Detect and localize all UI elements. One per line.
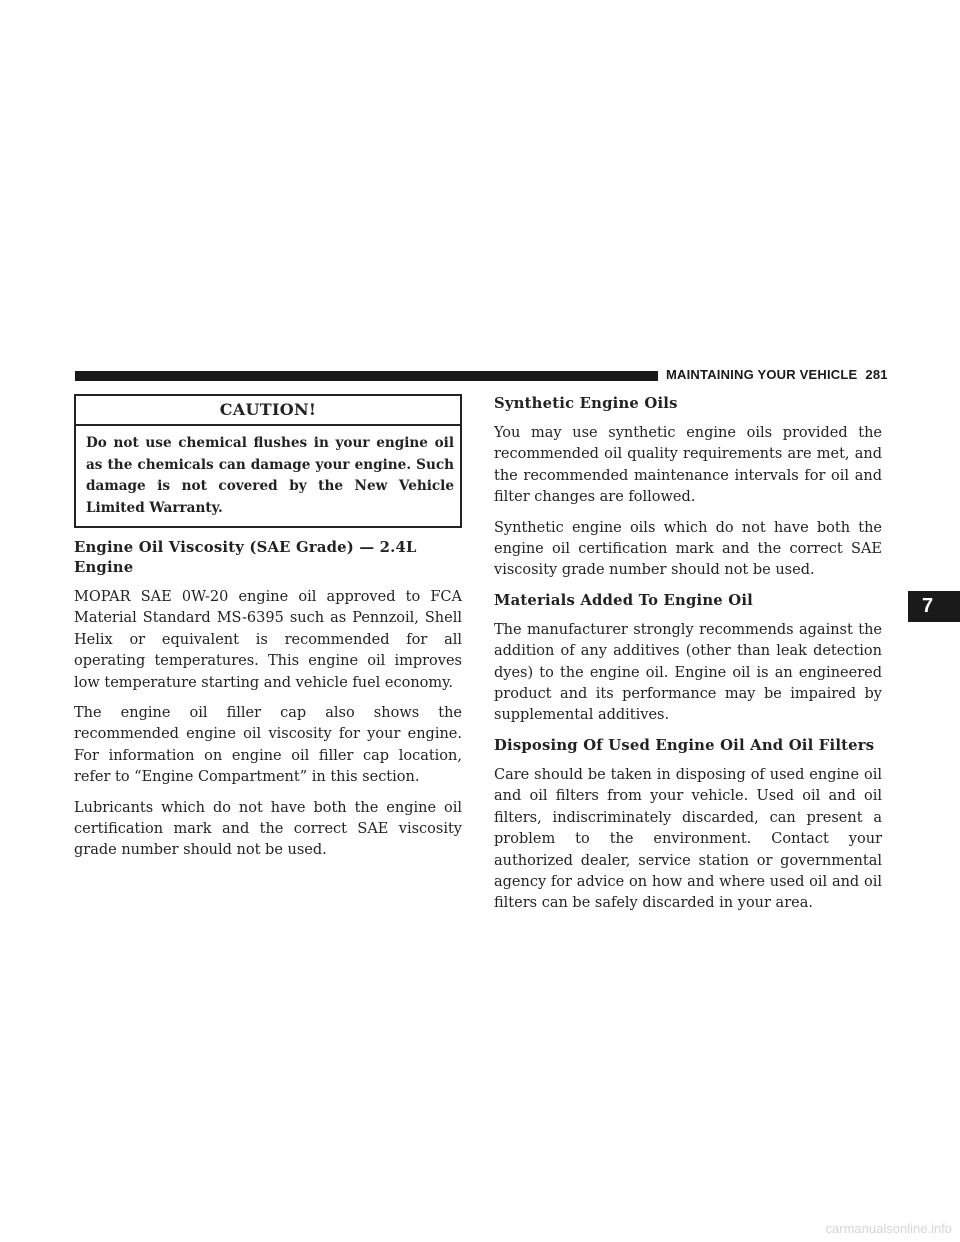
right-column (494, 394, 882, 924)
paragraph: Synthetic engine oils which do not have both the engine oil certification mark and the correct SAE viscosity grade number should not be used. (494, 519, 882, 579)
paragraph: MOPAR SAE 0W-20 engine oil approved to FCA Material Standard MS-6395 such as Pennzoil, Shell Helix or equivalent is recommended for all operating temperatures. This engine oil improves low temperature starting and vehicle fuel economy. (74, 589, 462, 691)
page-number: 281 (865, 367, 888, 382)
section-title: MAINTAINING YOUR VEHICLE (666, 367, 858, 382)
section-heading-disposal: Disposing Of Used Engine Oil And Oil Filters (494, 736, 875, 754)
section-heading-synthetic: Synthetic Engine Oils (494, 395, 678, 412)
paragraph: The engine oil filler cap also shows the recommended engine oil viscosity for your engine. For information on engine oil filler cap location, refer to “Engine Compartment” in this section. (74, 705, 462, 786)
left-column (74, 394, 462, 871)
caution-box (74, 394, 462, 528)
section-heading-viscosity: Engine Oil Viscosity (SAE Grade) — 2.4L Engine (74, 539, 417, 576)
paragraph: The manufacturer strongly recommends against the addition of any additives (other than leak detection dyes) to the engine oil. Engine oil is an engineered product and its performance may be impaired by supplemental additives. (494, 621, 882, 724)
section-heading-additives: Materials Added To Engine Oil (494, 591, 754, 609)
running-header (666, 367, 888, 382)
chapter-tab: 7 (908, 591, 960, 622)
caution-title: CAUTION! (76, 396, 460, 426)
header-rule (75, 371, 658, 381)
caution-text: Do not use chemical flushes in your engine oil as the chemicals can damage your engine. Such damage is not covered by the New Vehicle Limited Warranty. (86, 435, 454, 516)
paragraph: You may use synthetic engine oils provided the recommended oil quality requirements are met, and the recommended maintenance intervals for oil and filter changes are followed. (494, 425, 882, 506)
paragraph: Lubricants which do not have both the engine oil certification mark and the correct SAE viscosity grade number should not be used. (74, 799, 462, 859)
paragraph: Care should be taken in disposing of used engine oil and oil filters from your vehicle. Used oil and oil filters, indiscriminately discarded, can present a problem to the environment. Contact your authorized dealer, service station or governmental agency for advice on how and where used oil and oil filters can be safely discarded in your area. (494, 766, 882, 912)
watermark: carmanualsonline.info (825, 1221, 952, 1236)
